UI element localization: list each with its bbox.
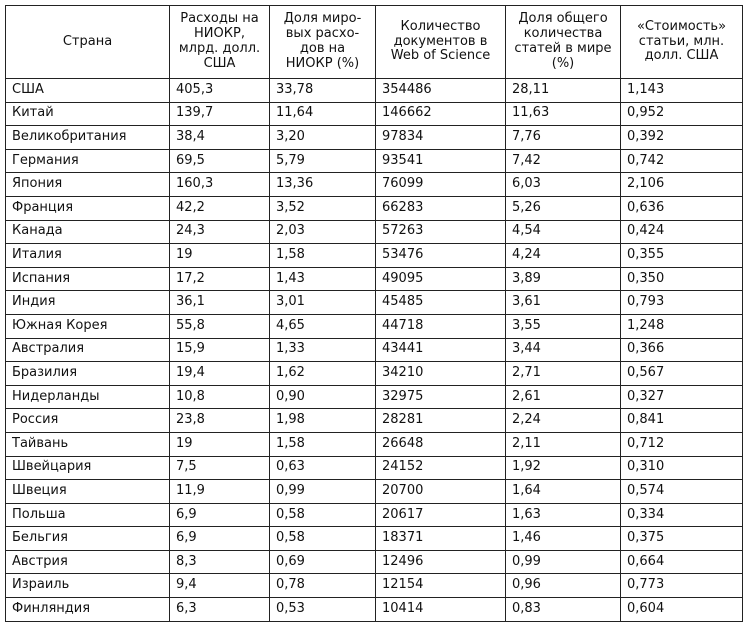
cell-rd-spending: 160,3	[170, 173, 270, 197]
cell-rd-spending: 17,2	[170, 267, 270, 291]
cell-rd-world-share: 4,65	[270, 314, 376, 338]
cell-article-share: 2,24	[506, 409, 621, 433]
cell-wos-documents: 44718	[376, 314, 506, 338]
cell-article-cost: 1,143	[621, 79, 743, 103]
cell-wos-documents: 57263	[376, 220, 506, 244]
cell-article-share: 3,44	[506, 338, 621, 362]
cell-country: Южная Корея	[6, 314, 170, 338]
cell-rd-world-share: 1,98	[270, 409, 376, 433]
table-row	[6, 149, 743, 173]
cell-article-share: 0,99	[506, 550, 621, 574]
table-row	[6, 527, 743, 551]
cell-article-cost: 0,742	[621, 149, 743, 173]
table-body	[6, 79, 743, 622]
cell-wos-documents: 93541	[376, 149, 506, 173]
cell-rd-spending: 6,3	[170, 598, 270, 622]
table-row	[6, 385, 743, 409]
cell-article-share: 7,42	[506, 149, 621, 173]
table-row	[6, 574, 743, 598]
header-row	[6, 6, 743, 79]
cell-article-share: 4,54	[506, 220, 621, 244]
cell-rd-spending: 38,4	[170, 126, 270, 150]
cell-article-cost: 0,350	[621, 267, 743, 291]
cell-country: Германия	[6, 149, 170, 173]
table-row	[6, 220, 743, 244]
cell-wos-documents: 97834	[376, 126, 506, 150]
cell-wos-documents: 28281	[376, 409, 506, 433]
cell-country: Бельгия	[6, 527, 170, 551]
header-rd-spending: Расходы на НИОКР, млрд. долл. США	[170, 6, 270, 79]
cell-rd-spending: 36,1	[170, 291, 270, 315]
cell-article-share: 11,63	[506, 102, 621, 126]
table-row	[6, 267, 743, 291]
cell-article-cost: 0,327	[621, 385, 743, 409]
cell-rd-world-share: 3,20	[270, 126, 376, 150]
cell-rd-spending: 6,9	[170, 527, 270, 551]
cell-country: Индия	[6, 291, 170, 315]
cell-rd-world-share: 3,01	[270, 291, 376, 315]
cell-rd-spending: 139,7	[170, 102, 270, 126]
cell-country: Швейцария	[6, 456, 170, 480]
table-row	[6, 480, 743, 504]
table-row	[6, 598, 743, 622]
cell-country: Финляндия	[6, 598, 170, 622]
cell-wos-documents: 66283	[376, 196, 506, 220]
cell-rd-world-share: 1,58	[270, 432, 376, 456]
cell-article-cost: 0,375	[621, 527, 743, 551]
cell-country: Тайвань	[6, 432, 170, 456]
cell-article-share: 7,76	[506, 126, 621, 150]
table-row	[6, 503, 743, 527]
cell-rd-spending: 42,2	[170, 196, 270, 220]
cell-rd-world-share: 0,78	[270, 574, 376, 598]
cell-article-cost: 0,773	[621, 574, 743, 598]
cell-rd-world-share: 11,64	[270, 102, 376, 126]
cell-article-cost: 0,636	[621, 196, 743, 220]
cell-article-share: 1,63	[506, 503, 621, 527]
rd-expenditure-table	[5, 5, 743, 622]
cell-rd-world-share: 5,79	[270, 149, 376, 173]
table-row	[6, 291, 743, 315]
cell-article-cost: 0,952	[621, 102, 743, 126]
cell-wos-documents: 24152	[376, 456, 506, 480]
cell-rd-spending: 11,9	[170, 480, 270, 504]
header-article-cost: «Стоимость» статьи, млн. долл. США	[621, 6, 743, 79]
cell-wos-documents: 10414	[376, 598, 506, 622]
cell-article-cost: 0,712	[621, 432, 743, 456]
cell-country: Россия	[6, 409, 170, 433]
cell-wos-documents: 20700	[376, 480, 506, 504]
cell-rd-world-share: 1,62	[270, 362, 376, 386]
cell-country: США	[6, 79, 170, 103]
cell-article-share: 2,11	[506, 432, 621, 456]
cell-rd-world-share: 2,03	[270, 220, 376, 244]
cell-wos-documents: 32975	[376, 385, 506, 409]
cell-wos-documents: 18371	[376, 527, 506, 551]
table-row	[6, 79, 743, 103]
cell-article-cost: 0,334	[621, 503, 743, 527]
cell-wos-documents: 34210	[376, 362, 506, 386]
cell-country: Австралия	[6, 338, 170, 362]
cell-country: Китай	[6, 102, 170, 126]
cell-wos-documents: 26648	[376, 432, 506, 456]
cell-article-cost: 1,248	[621, 314, 743, 338]
table-row	[6, 102, 743, 126]
table-row	[6, 456, 743, 480]
cell-article-share: 0,96	[506, 574, 621, 598]
cell-country: Польша	[6, 503, 170, 527]
cell-rd-world-share: 0,63	[270, 456, 376, 480]
cell-rd-spending: 7,5	[170, 456, 270, 480]
cell-article-cost: 0,604	[621, 598, 743, 622]
cell-rd-spending: 9,4	[170, 574, 270, 598]
cell-country: Израиль	[6, 574, 170, 598]
table-row	[6, 126, 743, 150]
cell-article-share: 0,83	[506, 598, 621, 622]
cell-rd-world-share: 13,36	[270, 173, 376, 197]
table-row	[6, 362, 743, 386]
cell-country: Бразилия	[6, 362, 170, 386]
cell-rd-spending: 19	[170, 432, 270, 456]
cell-rd-world-share: 0,69	[270, 550, 376, 574]
cell-country: Нидерланды	[6, 385, 170, 409]
cell-article-share: 1,46	[506, 527, 621, 551]
cell-article-cost: 0,310	[621, 456, 743, 480]
cell-rd-spending: 19,4	[170, 362, 270, 386]
cell-article-cost: 0,355	[621, 244, 743, 268]
cell-article-share: 4,24	[506, 244, 621, 268]
cell-article-cost: 0,664	[621, 550, 743, 574]
cell-wos-documents: 49095	[376, 267, 506, 291]
cell-country: Канада	[6, 220, 170, 244]
cell-country: Швеция	[6, 480, 170, 504]
table-row	[6, 244, 743, 268]
cell-rd-world-share: 33,78	[270, 79, 376, 103]
header-article-share: Доля общего количества статей в мире (%)	[506, 6, 621, 79]
cell-country: Великобритания	[6, 126, 170, 150]
cell-article-share: 2,71	[506, 362, 621, 386]
cell-wos-documents: 76099	[376, 173, 506, 197]
header-wos-documents: Количество документов в Web of Science	[376, 6, 506, 79]
cell-article-cost: 0,366	[621, 338, 743, 362]
table-row	[6, 338, 743, 362]
cell-article-cost: 0,841	[621, 409, 743, 433]
cell-article-cost: 0,392	[621, 126, 743, 150]
cell-article-cost: 0,567	[621, 362, 743, 386]
cell-rd-spending: 15,9	[170, 338, 270, 362]
cell-country: Австрия	[6, 550, 170, 574]
table-row	[6, 409, 743, 433]
table-row	[6, 196, 743, 220]
cell-rd-world-share: 0,53	[270, 598, 376, 622]
cell-article-share: 3,61	[506, 291, 621, 315]
header-rd-world-share: Доля миро- вых расхо- дов на НИОКР (%)	[270, 6, 376, 79]
cell-rd-world-share: 0,90	[270, 385, 376, 409]
cell-wos-documents: 53476	[376, 244, 506, 268]
cell-article-cost: 0,574	[621, 480, 743, 504]
cell-article-cost: 2,106	[621, 173, 743, 197]
cell-wos-documents: 12154	[376, 574, 506, 598]
cell-wos-documents: 20617	[376, 503, 506, 527]
cell-rd-world-share: 0,58	[270, 527, 376, 551]
cell-rd-world-share: 0,99	[270, 480, 376, 504]
cell-wos-documents: 146662	[376, 102, 506, 126]
table-row	[6, 550, 743, 574]
cell-wos-documents: 354486	[376, 79, 506, 103]
cell-rd-spending: 24,3	[170, 220, 270, 244]
cell-rd-world-share: 3,52	[270, 196, 376, 220]
cell-rd-spending: 55,8	[170, 314, 270, 338]
cell-wos-documents: 43441	[376, 338, 506, 362]
cell-rd-world-share: 1,43	[270, 267, 376, 291]
cell-rd-spending: 6,9	[170, 503, 270, 527]
cell-country: Италия	[6, 244, 170, 268]
cell-rd-world-share: 1,58	[270, 244, 376, 268]
cell-rd-spending: 8,3	[170, 550, 270, 574]
cell-article-share: 5,26	[506, 196, 621, 220]
cell-rd-spending: 10,8	[170, 385, 270, 409]
cell-rd-spending: 19	[170, 244, 270, 268]
table-row	[6, 432, 743, 456]
cell-article-share: 28,11	[506, 79, 621, 103]
cell-article-share: 2,61	[506, 385, 621, 409]
cell-article-share: 6,03	[506, 173, 621, 197]
cell-article-share: 1,92	[506, 456, 621, 480]
table-row	[6, 173, 743, 197]
cell-country: Испания	[6, 267, 170, 291]
cell-country: Франция	[6, 196, 170, 220]
cell-rd-spending: 405,3	[170, 79, 270, 103]
cell-article-cost: 0,793	[621, 291, 743, 315]
cell-wos-documents: 45485	[376, 291, 506, 315]
cell-rd-world-share: 0,58	[270, 503, 376, 527]
cell-wos-documents: 12496	[376, 550, 506, 574]
cell-rd-spending: 23,8	[170, 409, 270, 433]
cell-article-cost: 0,424	[621, 220, 743, 244]
cell-rd-world-share: 1,33	[270, 338, 376, 362]
table-row	[6, 314, 743, 338]
cell-article-share: 1,64	[506, 480, 621, 504]
cell-rd-spending: 69,5	[170, 149, 270, 173]
cell-country: Япония	[6, 173, 170, 197]
cell-article-share: 3,55	[506, 314, 621, 338]
header-country: Страна	[6, 6, 170, 79]
cell-article-share: 3,89	[506, 267, 621, 291]
